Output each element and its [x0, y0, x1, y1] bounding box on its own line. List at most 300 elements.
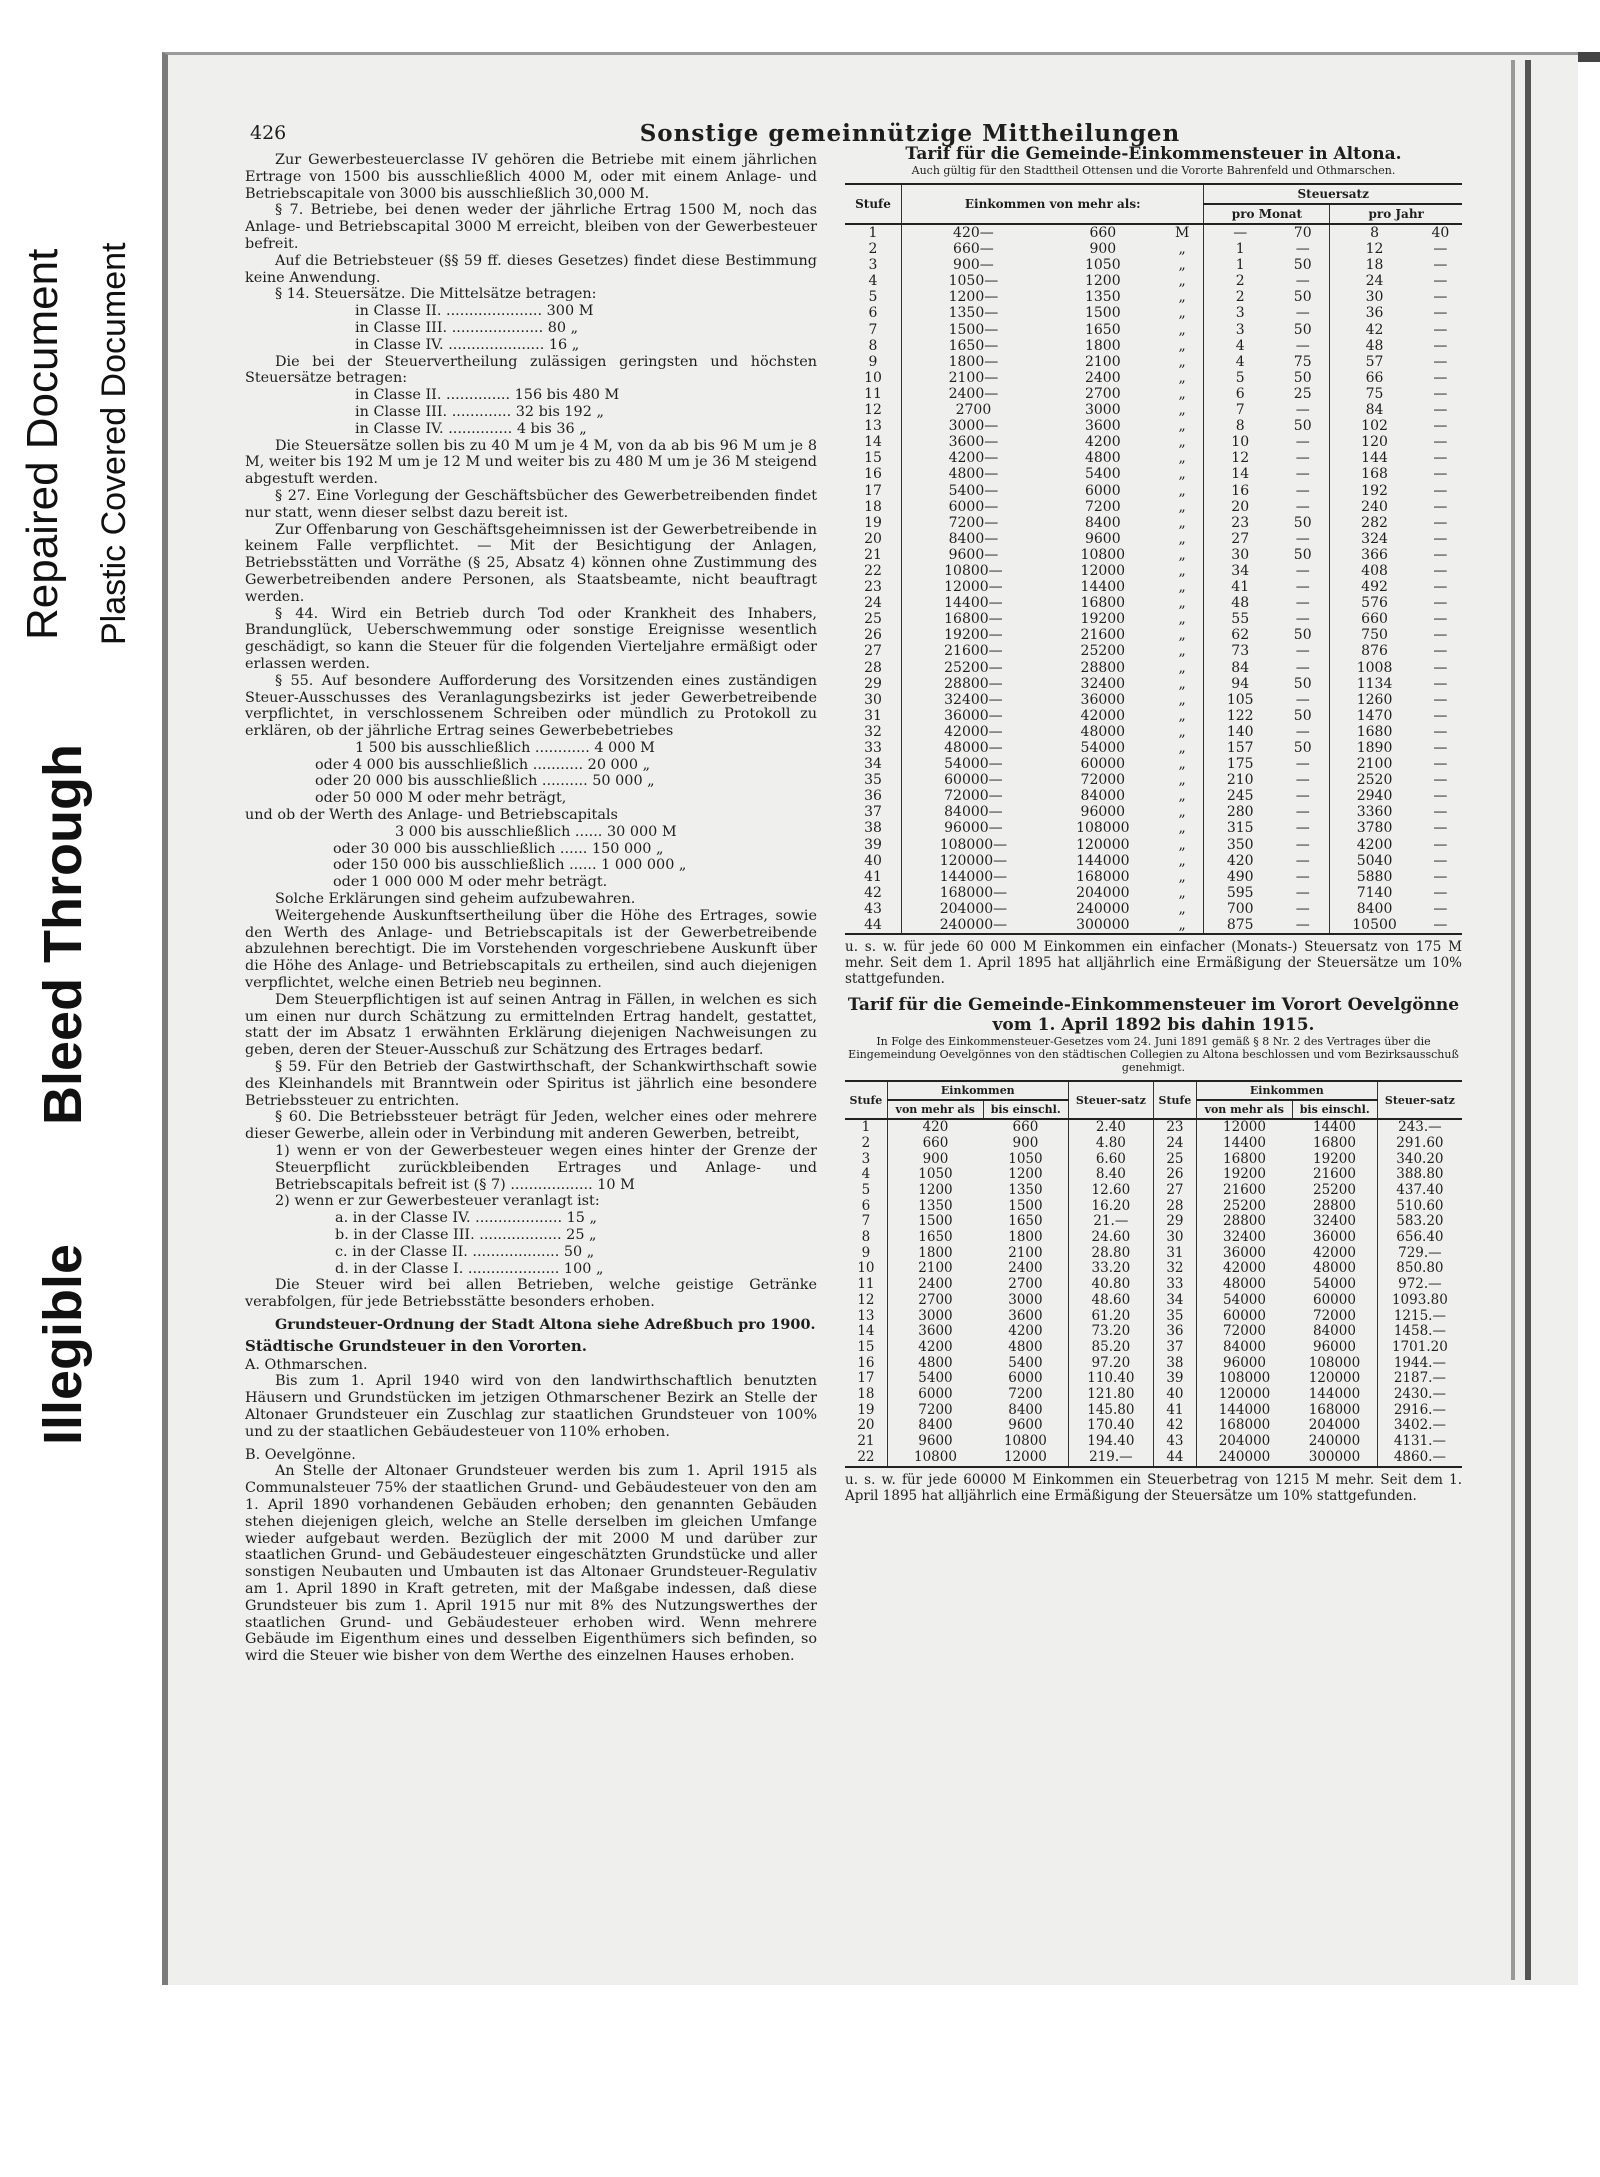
table-cell: — — [1433, 707, 1448, 724]
table-cell: — — [1433, 611, 1448, 628]
table-cell: — — [1433, 868, 1448, 885]
amount-line: oder 4 000 bis ausschließlich ........... 20 000 „ — [315, 756, 651, 773]
table-cell: 19200— — [902, 627, 1045, 643]
table-cell: 282 — [1330, 515, 1419, 531]
table-cell: 175 — [1204, 756, 1276, 772]
table-row — [845, 1309, 1462, 1325]
table-cell: — — [1295, 884, 1310, 901]
paragraph: § 44. Wird ein Betrieb durch Tod oder Krankheit des Inhabers, Brandunglück, Ueberschwemmung oder sonstige Ereignisse wesentlich geschädigt, so kann die Steuer für die folgenden Vierteljahre ermäßigt oder erlassen werden. — [245, 605, 817, 672]
paragraph: § 27. Eine Vorlegung der Geschäftsbücher des Gewerbetreibenden findet nur statt, wenn dieser selbst dazu bereit ist. — [245, 487, 817, 521]
table-cell: 32 — [864, 723, 882, 740]
table-cell: 21.— — [1068, 1214, 1153, 1230]
table-cell: 7 — [861, 1213, 871, 1230]
table-cell: 73 — [1204, 643, 1276, 659]
table-row — [845, 676, 1462, 692]
table-row — [845, 305, 1462, 321]
table-cell: 10500 — [1330, 917, 1419, 934]
table-cell: 23 — [864, 579, 882, 596]
table-cell: 40 — [864, 852, 882, 869]
table-cell: 1500 — [1084, 305, 1121, 322]
table-cell: 50 — [1293, 707, 1312, 724]
table-cell: 5040 — [1330, 853, 1419, 869]
table-cell: 7200 — [1008, 1386, 1043, 1403]
table-cell: 121.80 — [1068, 1387, 1153, 1403]
table-row — [845, 1167, 1462, 1183]
table-row — [845, 1293, 1462, 1309]
table-cell: 583.20 — [1377, 1214, 1462, 1230]
table-cell: 240000 — [1196, 1450, 1292, 1467]
page-edge-shadow — [1525, 60, 1531, 1980]
table-cell: 4200 — [1008, 1323, 1043, 1340]
table-cell: „ — [1178, 579, 1186, 596]
table-cell: 10 — [857, 1260, 875, 1277]
table-row — [845, 595, 1462, 611]
table-cell: 28 — [864, 659, 882, 676]
table-cell: 2 — [861, 1134, 871, 1151]
page-content — [240, 118, 1500, 1958]
table-row — [845, 1418, 1462, 1434]
table-cell: 3 — [861, 1150, 871, 1167]
table-cell: 1200 — [887, 1183, 983, 1199]
table-cell: 24 — [864, 595, 882, 612]
table-cell: 15 — [857, 1338, 875, 1355]
table-cell: 41 — [1204, 579, 1276, 595]
table-cell: — — [1295, 836, 1310, 853]
table-row — [845, 756, 1462, 772]
table-cell: 25200 — [1080, 643, 1126, 660]
table-cell: 144000— — [902, 869, 1045, 885]
table-cell: 105 — [1204, 692, 1276, 708]
table-cell: 1 — [1204, 241, 1276, 257]
table-cell: 5 — [861, 1181, 871, 1198]
table-cell: 120000 — [1308, 1370, 1361, 1387]
amount-line: 1 500 bis ausschließlich ............ 4 000 M — [355, 739, 655, 756]
col-bis: bis einschl. — [1292, 1100, 1377, 1119]
table-row — [845, 1340, 1462, 1356]
table-row — [845, 788, 1462, 804]
paragraph: Solche Erklärungen sind geheim aufzubewahren. — [275, 891, 636, 908]
table-row — [845, 434, 1462, 450]
table-cell: — — [1433, 804, 1448, 821]
table-cell: 3 — [868, 257, 878, 274]
table-cell: „ — [1178, 691, 1186, 708]
table-cell: — — [1433, 562, 1448, 579]
table-cell: 7200— — [902, 515, 1045, 531]
paragraph: § 60. Die Betriebssteuer beträgt für Jeden, welcher eines oder mehrere dieser Gewerbe, allein oder in Verbindung mit anderen Gewerben, betreibt, — [245, 1109, 817, 1143]
table-cell: 122 — [1204, 708, 1276, 724]
table-cell: 1350 — [1008, 1181, 1043, 1198]
table-cell: 1260 — [1330, 692, 1419, 708]
rate-line: in Classe III. ............. 32 bis 192 „ — [355, 403, 604, 420]
table-cell: 5400— — [902, 483, 1045, 499]
table-cell: 1093.80 — [1377, 1293, 1462, 1309]
table-cell: 510.60 — [1377, 1199, 1462, 1215]
table-cell: 240 — [1330, 499, 1419, 515]
subsection-heading: B. Oevelgönne. — [245, 1446, 356, 1463]
table-cell: 3600 — [1084, 418, 1121, 435]
table-row — [845, 418, 1462, 434]
table-cell: 44 — [1153, 1450, 1196, 1467]
table-cell: — — [1295, 900, 1310, 917]
table-row — [845, 402, 1462, 418]
table-cell: 7200 — [1084, 498, 1121, 515]
table-cell: 6000 — [887, 1387, 983, 1403]
table-cell: 28.80 — [1068, 1246, 1153, 1262]
table-cell: — — [1433, 756, 1448, 773]
table-cell: 10800 — [1080, 546, 1126, 563]
table-cell: 2700 — [1084, 385, 1121, 402]
col-einkommen: Einkommen — [1196, 1081, 1377, 1100]
table-cell: 35 — [864, 772, 882, 789]
col-stufe: Stufe — [845, 1081, 887, 1119]
table-cell: — — [1433, 820, 1448, 837]
table-cell: 37 — [864, 804, 882, 821]
table-cell: 2940 — [1330, 788, 1419, 804]
table-cell: 5400 — [1084, 466, 1121, 483]
table-cell: — — [1295, 562, 1310, 579]
table-row — [845, 740, 1462, 756]
table-cell: — — [1433, 305, 1448, 322]
table-row — [845, 547, 1462, 563]
table-row — [845, 869, 1462, 885]
table-cell: 18 — [857, 1386, 875, 1403]
table-cell: 145.80 — [1068, 1403, 1153, 1419]
table-cell: 492 — [1330, 579, 1419, 595]
table-cell: 70 — [1293, 225, 1312, 241]
table-cell: 240000— — [902, 917, 1045, 934]
table-cell: 1008 — [1330, 660, 1419, 676]
table-cell: 84 — [1204, 660, 1276, 676]
table-cell: 660 — [1330, 611, 1419, 627]
table-cell: — — [1433, 337, 1448, 354]
table-cell: — — [1433, 369, 1448, 386]
table-cell: 5880 — [1330, 869, 1419, 885]
table-cell: „ — [1178, 402, 1186, 419]
table-cell: — — [1433, 418, 1448, 435]
table-cell: 84000 — [1080, 788, 1126, 805]
page-edge-line — [1511, 60, 1515, 1980]
table-cell: 490 — [1204, 869, 1276, 885]
class-line: c. in der Classe II. ................... 50 „ — [335, 1243, 595, 1260]
table-cell: 16800 — [1196, 1152, 1292, 1168]
table-cell: 36000— — [902, 708, 1045, 724]
table-cell: 2100 — [887, 1261, 983, 1277]
table-row — [845, 450, 1462, 466]
rate-line: in Classe IV. .............. 4 bis 36 „ — [355, 420, 587, 437]
table-cell: 900 — [1089, 241, 1117, 258]
table-cell: 94 — [1204, 676, 1276, 692]
table-cell: 1050 — [1008, 1150, 1043, 1167]
table-cell: — — [1433, 723, 1448, 740]
table-cell: 40 — [1153, 1387, 1196, 1403]
table2-title: Tarif für die Gemeinde-Einkommensteuer im Vorort Oevelgönne — [847, 995, 1460, 1016]
table-cell: 60000— — [902, 772, 1045, 788]
table-cell: — — [1433, 450, 1448, 467]
table-cell: 96000 — [1080, 804, 1126, 821]
table-cell: 14 — [857, 1323, 875, 1340]
table-cell: 60000 — [1080, 756, 1126, 773]
table-cell: 12000 — [1003, 1448, 1047, 1465]
table-cell: 16 — [1204, 483, 1276, 499]
table-cell: 660 — [1012, 1119, 1039, 1136]
table-row — [845, 224, 1462, 241]
table-cell: 1800— — [902, 354, 1045, 370]
table-cell: 168000 — [1196, 1418, 1292, 1434]
table-cell: 37 — [1153, 1340, 1196, 1356]
table-cell: 26 — [864, 627, 882, 644]
table1-body — [845, 224, 1462, 934]
list-item: 1) wenn er von der Gewerbesteuer wegen eines hinter der Grenze der Steuerpflicht zurückbleibenden Ertrages und Anlage- und Betriebscapitals befreit ist (§ 7) .................. 10 M — [275, 1143, 817, 1193]
table-cell: 2 — [1204, 273, 1276, 289]
table-cell: „ — [1178, 369, 1186, 386]
col-stufe: Stufe — [845, 184, 902, 224]
table-row — [845, 1277, 1462, 1293]
table-cell: 9600 — [1084, 530, 1121, 547]
amount-line: oder 150 000 bis ausschließlich ...... 1 000 000 „ — [333, 857, 687, 874]
table-cell: 8.40 — [1068, 1167, 1153, 1183]
table-row — [845, 1403, 1462, 1419]
table-cell: 48000 — [1312, 1260, 1356, 1277]
table-row — [845, 322, 1462, 338]
table-cell: 3600— — [902, 434, 1045, 450]
table-cell: 8400 — [1330, 901, 1419, 917]
table-cell: 22 — [864, 562, 882, 579]
col-einkommen: Einkommen von mehr als: — [902, 184, 1204, 224]
table-cell: 1650 — [1084, 321, 1121, 338]
table-cell: 44 — [864, 917, 882, 934]
table-cell: 41 — [864, 868, 882, 885]
table-cell: 6000— — [902, 499, 1045, 515]
table-cell: — — [1295, 917, 1310, 934]
table-cell: 40.80 — [1068, 1277, 1153, 1293]
table-cell: 22 — [857, 1448, 875, 1465]
table-cell: 144000 — [1076, 852, 1130, 869]
col-einkommen: Einkommen — [887, 1081, 1068, 1100]
table-cell: 1050— — [902, 273, 1045, 289]
table-cell: 3 — [1204, 305, 1276, 321]
table-cell: — — [1433, 852, 1448, 869]
table-cell: 66 — [1330, 370, 1419, 386]
table-cell: 30 — [864, 691, 882, 708]
table-cell: 50 — [1293, 514, 1312, 531]
right-column — [845, 144, 1462, 1508]
paragraph: § 59. Für den Betrieb der Gastwirthschaft, der Schankwirthschaft sowie des Kleinhandels mit Branntwein oder Spiritus ist jährlich eine besondere Betriebssteuer zu entrichten. — [245, 1059, 817, 1109]
table-cell: — — [1433, 675, 1448, 692]
table-cell: 110.40 — [1068, 1371, 1153, 1387]
table-cell: 1470 — [1330, 708, 1419, 724]
table-cell: — — [1433, 514, 1448, 531]
table-row — [845, 241, 1462, 257]
table-cell: 2916.— — [1377, 1403, 1462, 1419]
table-cell: 50 — [1293, 257, 1312, 274]
table-row — [845, 531, 1462, 547]
table-cell: „ — [1178, 353, 1186, 370]
table-cell: 192 — [1330, 483, 1419, 499]
table-cell: „ — [1178, 514, 1186, 531]
rate-line: in Classe III. .................... 80 „ — [355, 319, 579, 336]
table-cell: 204000 — [1076, 884, 1130, 901]
label-repaired: Repaired Document — [18, 248, 67, 640]
table-row — [845, 1152, 1462, 1168]
table-cell: — — [1433, 917, 1448, 934]
table-row — [845, 354, 1462, 370]
left-column — [245, 152, 817, 1665]
table-cell: 36 — [864, 788, 882, 805]
table-cell: 3600 — [1008, 1307, 1043, 1324]
table-row — [845, 338, 1462, 354]
table-cell: 2700 — [887, 1293, 983, 1309]
table-cell: 350 — [1204, 837, 1276, 853]
table-cell: 13 — [864, 418, 882, 435]
table-cell: 243.— — [1377, 1119, 1462, 1136]
paragraph: § 55. Auf besondere Aufforderung des Vorsitzenden eines zuständigen Steuer-Ausschusses des Veranlagungsbezirks ist jeder Gewerbetreibende verpflichtet, in verschlossenem Schreiben oder mündlich zu Protokoll zu erklären, ob der jährliche Ertrag seines Gewerbebetriebes — [245, 672, 817, 740]
table-cell: 42 — [1153, 1418, 1196, 1434]
table-cell: 900 — [887, 1152, 983, 1168]
table-cell: 38 — [1153, 1356, 1196, 1372]
table-cell: — — [1433, 772, 1448, 789]
table-cell: 84 — [1330, 402, 1419, 418]
table-cell: — — [1433, 659, 1448, 676]
table-cell: 12 — [857, 1291, 875, 1308]
table-cell: 10 — [1204, 434, 1276, 450]
table-cell: — — [1295, 659, 1310, 676]
table-cell: 2700 — [902, 402, 1045, 418]
table-cell: 13 — [857, 1307, 875, 1324]
table-cell: 27 — [1153, 1183, 1196, 1199]
table-cell: 12.60 — [1068, 1183, 1153, 1199]
table-cell: — — [1433, 788, 1448, 805]
table-cell: 420— — [902, 224, 1045, 241]
table-cell: 18 — [864, 498, 882, 515]
table-cell: „ — [1178, 675, 1186, 692]
paragraph: Bis zum 1. April 1940 wird von den landwirthschaftlich benutzten Häusern und Grundstücken im jetzigen Othmarschener Bezirk an Stelle der Altonaer Grundsteuer ein Zuschlag zur staatlichen Grundsteuer von 100% und zu der staatlichen Gebäudesteuer von 110% erhoben. — [245, 1373, 817, 1440]
table-cell: 10800— — [902, 563, 1045, 579]
table-cell: 14400 — [1312, 1119, 1356, 1136]
table-cell: 2187.— — [1377, 1371, 1462, 1387]
page-number: 426 — [250, 122, 287, 144]
table-cell: 50 — [1293, 627, 1312, 644]
col-steuersatz: Steuer-satz — [1377, 1081, 1462, 1119]
table-cell: — — [1433, 241, 1448, 258]
table-cell: 9 — [861, 1244, 871, 1261]
table-cell: 28800 — [1196, 1214, 1292, 1230]
table-cell: 420 — [1204, 853, 1276, 869]
col-monat: pro Monat — [1204, 204, 1330, 224]
table-cell: — — [1433, 482, 1448, 499]
table-cell: 4200 — [887, 1340, 983, 1356]
table-cell: 240000 — [1308, 1433, 1361, 1450]
table-cell: „ — [1178, 836, 1186, 853]
table-cell: 43 — [1153, 1434, 1196, 1450]
table-cell: 3000 — [1084, 402, 1121, 419]
table-cell: „ — [1178, 595, 1186, 612]
table-cell: 168 — [1330, 466, 1419, 482]
paragraph: Zur Offenbarung von Geschäftsgeheimnissen ist der Gewerbetreibende in keinem Falle verpflichtet. — Mit der Besichtigung der Anlagen, Betriebsstätten und Vorräthe (§ 25, Absatz 4) können ohne Zustimmung des Gewerbetreibenden andere Personen, als Staatsbeamte, nicht beauftragt werden. — [245, 521, 817, 605]
table-cell: 85.20 — [1068, 1340, 1153, 1356]
table-row — [845, 563, 1462, 579]
table-cell: „ — [1178, 852, 1186, 869]
table-cell: 42 — [1330, 322, 1419, 338]
table-cell: 120000— — [902, 853, 1045, 869]
table-cell: 41 — [1153, 1403, 1196, 1419]
table-cell: — — [1433, 691, 1448, 708]
table-cell: 900 — [1012, 1134, 1039, 1151]
table-row — [845, 1356, 1462, 1372]
table-cell: 30 — [1204, 547, 1276, 563]
table-row — [845, 660, 1462, 676]
table-cell: 32400 — [1196, 1230, 1292, 1246]
table-cell: 1680 — [1330, 724, 1419, 740]
table-cell: 656.40 — [1377, 1230, 1462, 1246]
table-cell: — — [1295, 788, 1310, 805]
table-cell: 16 — [864, 466, 882, 483]
oevelgoenne-tax-table — [845, 1080, 1462, 1467]
table-cell: 168000 — [1076, 868, 1130, 885]
table-cell: „ — [1178, 482, 1186, 499]
table-cell: 11 — [857, 1276, 875, 1293]
table-cell: 18 — [1330, 257, 1419, 273]
table-row — [845, 837, 1462, 853]
table-cell: 42000— — [902, 724, 1045, 740]
table-cell: — — [1433, 595, 1448, 612]
table-cell: 96000 — [1196, 1356, 1292, 1372]
table-cell: 23 — [1153, 1119, 1196, 1136]
table-cell: 50 — [1293, 289, 1312, 306]
table-cell: 660 — [1089, 225, 1117, 241]
table-cell: 1050 — [1084, 257, 1121, 274]
table-cell: 7200 — [887, 1403, 983, 1419]
table-cell: — — [1433, 530, 1448, 547]
table-cell: 15 — [864, 450, 882, 467]
table-cell: 42000 — [1080, 707, 1126, 724]
table-cell: 34 — [1204, 563, 1276, 579]
table1-title: Tarif für die Gemeinde-Einkommensteuer in Altona. — [905, 144, 1402, 164]
table-cell: 42000 — [1196, 1261, 1292, 1277]
table-cell: 97.20 — [1068, 1356, 1153, 1372]
table-cell: „ — [1178, 804, 1186, 821]
col-von: von mehr als — [887, 1100, 983, 1119]
table-cell: 19 — [857, 1401, 875, 1418]
col-jahr: pro Jahr — [1330, 204, 1462, 224]
col-stufe: Stufe — [1153, 1081, 1196, 1119]
table-cell: 27 — [864, 643, 882, 660]
table-cell: — — [1433, 289, 1448, 306]
amount-line: 3 000 bis ausschließlich ...... 30 000 M — [395, 823, 677, 840]
table-cell: „ — [1178, 820, 1186, 837]
table-row — [845, 579, 1462, 595]
table-row — [845, 499, 1462, 515]
class-line: d. in der Classe I. .................... 100 „ — [335, 1260, 604, 1277]
table-cell: — — [1295, 756, 1310, 773]
running-title: Sonstige gemeinnützige Mittheilungen — [639, 120, 1181, 147]
table-cell: 7 — [1204, 402, 1276, 418]
table-cell: „ — [1178, 434, 1186, 451]
paragraph: Weitergehende Auskunftsertheilung über die Höhe des Ertrages, sowie den Werth des Anlage- und Betriebscapitals ist der Gewerbetreibende abzulehnen berechtigt. Die im Vorstehenden vorgeschriebene Auskunft über die Höhe des Anlage- und Betriebscapitals zu ertheilen, sind auch diejenigen verpflichtet, welche einen Betrieb neu beginnen. — [245, 907, 817, 992]
table-cell: 12000— — [902, 579, 1045, 595]
paragraph: § 14. Steuersätze. Die Mittelsätze betragen: — [275, 286, 597, 303]
table-cell: 54000 — [1312, 1276, 1356, 1293]
table-cell: „ — [1178, 273, 1186, 290]
class-line: a. in der Classe IV. ................... 15 „ — [335, 1210, 597, 1227]
table-cell: 32400— — [902, 692, 1045, 708]
table-row — [845, 1199, 1462, 1215]
table-cell: — — [1295, 852, 1310, 869]
table-cell: 3600 — [887, 1324, 983, 1340]
table2-note: In Folge des Einkommensteuer-Gesetzes vom 24. Juni 1891 gemäß § 8 Nr. 2 des Vertrages über die Eingemeindung Oevelgönnes von den städtischen Collegien zu Altona beschlossen und vom Bezirksausschuß genehmigt. — [848, 1035, 1459, 1075]
table-cell: 54000 — [1080, 740, 1126, 756]
table-cell: 144000 — [1196, 1403, 1292, 1419]
table-row — [845, 1119, 1462, 1136]
